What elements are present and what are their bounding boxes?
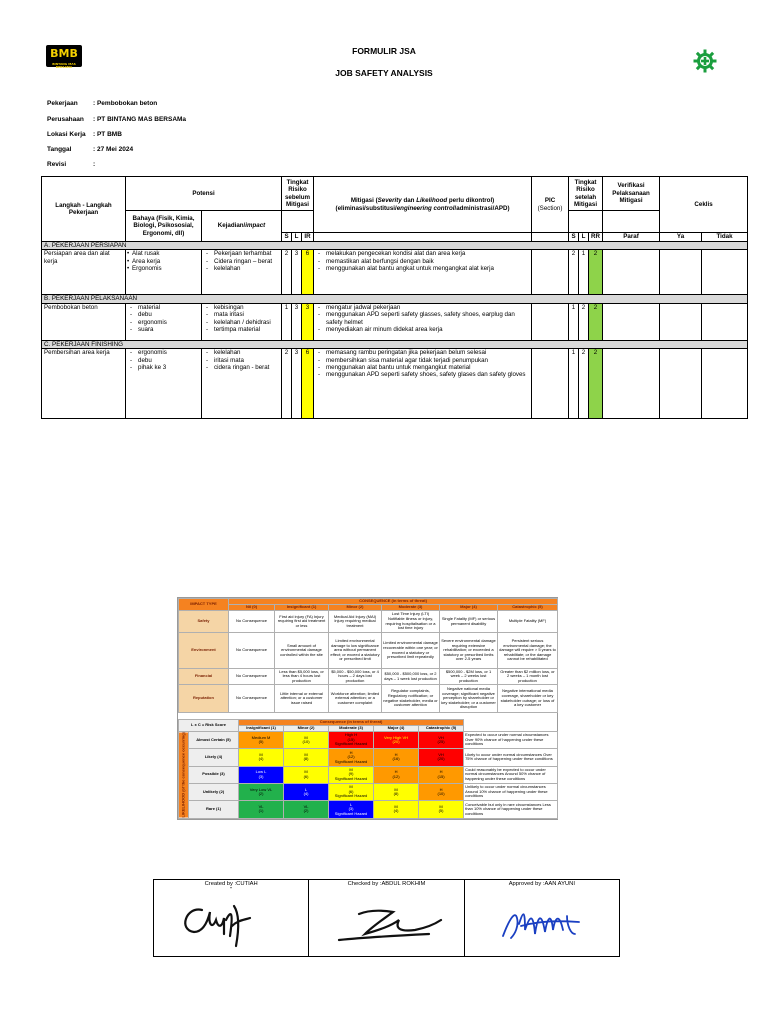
impact-cell: Regulator complaints, Regulatory notification; or negative stakeholder, media or customer attention: [382, 685, 440, 713]
impact-row-label: Financial: [179, 669, 229, 685]
impact-cell: No Consequence: [229, 669, 275, 685]
risk-row-description: Expected to occur under normal circumstances Over 90% chance of happening under these conditions: [464, 732, 558, 749]
risk-cell-text: (5): [258, 739, 264, 745]
risk-matrix-row: [179, 801, 558, 818]
impact-cell: Little internal or external attention; or a customer issue raised: [275, 685, 329, 713]
risk-cell-text: (8): [393, 791, 399, 797]
bahaya-cell: - material - debu - ergonomis - suara: [126, 303, 202, 340]
risk-cell: [239, 749, 284, 766]
header-verifikasi: Verifikasi Pelaksanaan Mitigasi: [603, 177, 660, 211]
header-spacer-1: [282, 211, 314, 233]
table-row: [42, 303, 748, 340]
risk-cell-text: M: [349, 766, 353, 772]
risk-cell: [374, 732, 419, 749]
header-mitigasi: Mitigasi (Severity dan Likelihood perlu dikontrol) (eliminasi/substitusi/engineering control/administrasi/APD): [314, 177, 532, 233]
s-before: 1: [282, 303, 292, 340]
risk-cell: [419, 766, 464, 783]
l-after: 2: [579, 349, 589, 419]
risk-cell-text: M: [304, 751, 308, 757]
rr-value: 2: [589, 349, 603, 419]
risk-cell: [239, 732, 284, 749]
risk-col-head: Catastrophic (5): [419, 726, 464, 732]
impact-cell: Persistent serious environmental damage; the damage will require > 5 years to rehabilitate; or the damage cannot be rehabilitated: [498, 633, 558, 669]
risk-cell: [239, 766, 284, 783]
impact-cell: Limited environmental damage recoverable within one year; or exceed a statutory or prescribed limit repeatedly: [382, 633, 440, 669]
risk-cell: [284, 801, 329, 818]
risk-cell-text: Significant Hazard: [334, 741, 368, 747]
impact-cell: No Consequence: [229, 633, 275, 669]
section-a-title: A. PEKERJAAN PERSIAPAN: [42, 242, 748, 250]
risk-cell-text: Low L: [255, 769, 267, 775]
pic-cell: [532, 349, 569, 419]
risk-matrix-figure: [177, 597, 558, 820]
impact-row-label: Environment: [179, 633, 229, 669]
risk-cell-text: Significant Hazard: [334, 793, 368, 799]
meta-tanggal: Tanggal : 27 Mei 2024: [47, 146, 134, 153]
risk-row-description: Conceivable but only in rare circumstances Less than 10% chance of happening under these conditions: [464, 801, 558, 818]
meta-revisi: Revisi :: [47, 161, 96, 168]
header-tingkat-setelah: Tingkat Risiko setelah Mitigasi: [569, 177, 603, 211]
risk-cell-text: Significant Hazard: [334, 810, 368, 816]
risk-row-description: Could reasonably be expected to occur under normal circumstances Around 50% chance of happening under these conditions: [464, 766, 558, 783]
kejadian-cell: - kelelahan - iritasi mata - cidera ringan - berat: [202, 349, 282, 419]
langkah-cell: Pembersihan area kerja: [42, 349, 126, 419]
risk-cell-text: Significant Hazard: [334, 776, 368, 782]
risk-header-spacer: [464, 720, 558, 732]
risk-cell-text: (4): [303, 791, 309, 797]
kejadian-cell: - Pekerjaan terhambat - Cidera ringan – berat - kelelahan: [202, 250, 282, 295]
impact-cell: Negative international media coverage, shareholder or key stakeholder outrage; or loss of a key customer: [498, 685, 558, 713]
header-ir: IR: [302, 233, 314, 242]
risk-cell-text: (8): [303, 756, 309, 762]
impact-corner: IMPACT TYPE: [179, 599, 229, 611]
impact-cell: No Consequence: [229, 685, 275, 713]
ceklis-tidak-cell[interactable]: [702, 250, 748, 295]
meta-pekerjaan: Pekerjaan : Pembobokan beton: [47, 100, 158, 107]
paraf-cell[interactable]: [603, 349, 660, 419]
risk-top-header: Consequence (in terms of threat): [239, 720, 464, 726]
risk-col-head: Insignificant (1): [239, 726, 284, 732]
risk-cell-text: (9): [348, 771, 354, 777]
header-tingkat-sebelum: Tingkat Risiko sebelum Mitigasi: [282, 177, 314, 211]
impact-cell: $50,000 - $500,000 loss, or 2 days – 1 week lost production: [382, 669, 440, 685]
header-tidak: Tidak: [702, 233, 748, 242]
risk-cell-text: L: [349, 801, 353, 807]
risk-row-label: Possible (3): [189, 766, 239, 783]
impact-cell: Greater than $2 million loss, or 2 weeks – 1 month lost production: [498, 669, 558, 685]
impact-col-head: Moderate (3): [382, 605, 440, 611]
risk-col-head: Moderate (3): [329, 726, 374, 732]
risk-cell-text: M: [304, 734, 308, 740]
jsa-table: [41, 176, 748, 419]
risk-cell: [374, 749, 419, 766]
risk-cell-text: (5): [438, 808, 444, 814]
risk-cell-text: (1): [258, 808, 264, 814]
ceklis-ya-cell[interactable]: [660, 303, 702, 340]
risk-cell: [284, 732, 329, 749]
l-after: 1: [579, 250, 589, 295]
s-after: 1: [569, 349, 579, 419]
risk-matrix-row: [179, 766, 558, 783]
form-subtitle: JOB SAFETY ANALYSIS: [335, 68, 433, 78]
risk-cell: [419, 749, 464, 766]
risk-cell: [329, 732, 374, 749]
ceklis-tidak-cell[interactable]: [702, 303, 748, 340]
risk-cell-text: (6): [348, 788, 354, 794]
l-before: 3: [292, 250, 302, 295]
risk-cell-text: (4): [258, 756, 264, 762]
risk-cell-text: (3): [348, 806, 354, 812]
langkah-cell: Persiapan area dan alat kerja: [42, 250, 126, 295]
paraf-cell[interactable]: [603, 250, 660, 295]
impact-cell: Medical Aid Injury (MAI) Injury requiring medical treatment: [329, 611, 382, 633]
s-before: 2: [282, 250, 292, 295]
risk-cell-text: (4): [393, 808, 399, 814]
impact-cell: Severe environmental damage requiring extensive rehabilitation; or exceeded a statutory or prescribed limits over 2-5 years: [440, 633, 498, 669]
risk-cell-text: Very Low VL: [249, 786, 273, 792]
risk-cell: [329, 783, 374, 800]
risk-side-label: LIKELIHOOD (of the consequence occurring): [179, 732, 189, 819]
signature-checked: [308, 880, 463, 956]
risk-cell-text: (12): [392, 773, 400, 779]
langkah-cell: Pembobokan beton: [42, 303, 126, 340]
risk-cell-text: L: [304, 786, 308, 792]
risk-cell-text: (10): [437, 791, 445, 797]
risk-cell-text: (20): [437, 756, 445, 762]
risk-cell: [329, 766, 374, 783]
risk-cell-text: (25): [437, 739, 445, 745]
ir-value: 6: [302, 250, 314, 295]
impact-cell: Less than $5,000 loss, or less than 4 hours lost production: [275, 669, 329, 685]
impact-col-head: Major (4): [440, 605, 498, 611]
impact-col-head: Insignificant (1): [275, 605, 329, 611]
impact-cell: Single Fatality (MF) or serious permanent disability: [440, 611, 498, 633]
header-spacer-3: [603, 211, 660, 233]
risk-cell-text: M: [304, 769, 308, 775]
risk-cell: [239, 801, 284, 818]
s-after: 1: [569, 303, 579, 340]
header-ceklis: Ceklis: [660, 177, 748, 233]
risk-cell-text: M: [349, 784, 353, 790]
mitigasi-cell: - mengatur jadwal pekerjaan - menggunakan APD seperti safety glasses, safety shoes, earplug dan safety helmet - menyediakan air minum didekat area kerja: [314, 303, 532, 340]
header-potensi: Potensi: [126, 177, 282, 211]
signature-caption-approved: Approved by :AAN AYUNI: [508, 881, 575, 887]
ir-value: 6: [302, 349, 314, 419]
risk-cell-text: High H: [344, 732, 358, 738]
impact-col-head: Nil (0): [229, 605, 275, 611]
pic-cell: [532, 303, 569, 340]
bahaya-cell: • Alat rusak • Area kerja • Ergonomis: [126, 250, 202, 295]
risk-row-label: Almost Certain (5): [189, 732, 239, 749]
header-rr: RR: [589, 233, 603, 242]
header-l2: L: [579, 233, 589, 242]
header-bahaya: Bahaya (Fisik, Kimia, Biologi, Psikososial, Ergonomi, dll): [126, 211, 202, 242]
impact-cell: Small amount of environmental damage controlled within the site: [275, 633, 329, 669]
header-l: L: [292, 233, 302, 242]
signature-image-approved: [475, 890, 610, 950]
risk-cell-text: H: [394, 769, 398, 775]
risk-cell: [329, 749, 374, 766]
logo-text: BMB: [50, 47, 78, 60]
signature-caption-checked: Checked by :ABDUL ROKHIM: [347, 881, 426, 887]
ceklis-ya-cell[interactable]: [660, 349, 702, 419]
risk-cell-text: M: [439, 803, 443, 809]
rr-value: 2: [589, 250, 603, 295]
risk-cell: [284, 749, 329, 766]
header-pic: PIC (Section): [532, 177, 569, 233]
risk-cell: [374, 783, 419, 800]
risk-cell: [419, 732, 464, 749]
header-ya: Ya: [660, 233, 702, 242]
risk-cell: [419, 801, 464, 818]
rr-value: 2: [589, 303, 603, 340]
l-after: 2: [579, 303, 589, 340]
paraf-cell[interactable]: [603, 303, 660, 340]
risk-cell: [239, 783, 284, 800]
risk-matrix-row: [179, 732, 558, 749]
ceklis-tidak-cell[interactable]: [702, 349, 748, 419]
impact-cell: Workforce attention; limited external attention; or a customer complaint: [329, 685, 382, 713]
risk-corner: L x C = Risk Score: [179, 720, 239, 732]
mitigasi-cell: - memasang rambu peringatan jika pekerjaan belum selesai - membersihkan sisa material agar tidak terjadi penumpukan - menggunakan alat bantu untuk mengangkut material - menggunakan APD seperti safety shoes, safety glases dan safety gloves: [314, 349, 532, 419]
impact-cell: Multiple Fatality (MF): [498, 611, 558, 633]
header-s: S: [282, 233, 292, 242]
risk-cell-text: Significant Hazard: [334, 758, 368, 764]
impact-row-label: Safety: [179, 611, 229, 633]
risk-cell-text: (20): [392, 739, 400, 745]
header-spacer-2: [569, 211, 603, 233]
risk-cell-text: VH: [438, 734, 444, 740]
impact-cell: No Consequence: [229, 611, 275, 633]
risk-cell-text: (15): [437, 773, 445, 779]
risk-cell-text: VH: [438, 751, 444, 757]
impact-cell: Negative national media coverage; significant negative perception by shareholder or key stakeholder; or a customer disruption: [440, 685, 498, 713]
risk-cell-text: (15): [347, 736, 355, 742]
section-c-title: C. PEKERJAAN FINISHING: [42, 340, 748, 348]
risk-cell: [419, 783, 464, 800]
risk-cell: [374, 801, 419, 818]
header-paraf: Paraf: [603, 233, 660, 242]
risk-cell-text: M: [259, 751, 263, 757]
impact-col-head: Minor (2): [329, 605, 382, 611]
kejadian-cell: - kebisingan - mata iritasi - kelelahan / dehidrasi - tertimpa material: [202, 303, 282, 340]
impact-cell: $5,000 - $50,000 loss, or 4 hours – 2 days lost production: [329, 669, 382, 685]
bahaya-cell: - ergonomis - debu - pihak ke 3: [126, 349, 202, 419]
risk-cell-text: H: [439, 786, 443, 792]
risk-cell-text: H: [439, 769, 443, 775]
logo-subtext: BINTANG MAS BERSAMA: [52, 62, 76, 69]
signature-created: [154, 880, 308, 956]
risk-cell-text: (6): [303, 773, 309, 779]
risk-cell: [329, 801, 374, 818]
risk-cell: [374, 766, 419, 783]
impact-cell: $500,000 - $2M loss, or 1 week – 2 weeks lost production: [440, 669, 498, 685]
meta-lokasi: Lokasi Kerja : PT BMB: [47, 131, 122, 138]
impact-cell: Lost Time Injury (LTI) Notifiable illness or injury, requiring hospitalisation or a lost time injury: [382, 611, 440, 633]
form-title: FORMULIR JSA: [352, 46, 416, 56]
impact-type-matrix: [178, 598, 558, 713]
risk-cell-text: (16): [392, 756, 400, 762]
header-mitigasi-empty: [314, 233, 532, 242]
risk-cell: [284, 783, 329, 800]
risk-cell-text: (10): [302, 739, 310, 745]
s-before: 2: [282, 349, 292, 419]
l-before: 3: [292, 303, 302, 340]
signature-approved: [464, 880, 619, 956]
risk-row-description: Unlikely to occur under normal circumstances Around 10% chance of happening under these conditions: [464, 783, 558, 800]
header-s2: S: [569, 233, 579, 242]
s-after: 2: [569, 250, 579, 295]
risk-cell-text: (3): [258, 773, 264, 779]
section-b-title: B. PEKERJAAN PELAKSANAAN: [42, 295, 748, 303]
impact-cell: Limited environmental damage to low significance area without permanent effect; or exceed a statutory or prescribed limit: [329, 633, 382, 669]
header-langkah: Langkah - Langkah Pekerjaan: [42, 177, 126, 242]
risk-cell-text: (12): [347, 754, 355, 760]
risk-row-description: Likely to occur under normal circumstances Over 75% chance of happening under these conditions: [464, 749, 558, 766]
impact-cell: First aid injury (FA) Injury requiring first aid treatment or less: [275, 611, 329, 633]
risk-cell-text: (2): [258, 791, 264, 797]
mitigasi-cell: - melakukan pengecekan kondisi alat dan area kerja - memastikan alat berfungsi dengan baik - menggunakan alat bantu angkat untuk mengangkat alat kerja: [314, 250, 532, 295]
risk-cell-text: M: [394, 803, 398, 809]
signature-image-created: [164, 890, 299, 950]
risk-cell-text: H: [349, 749, 353, 755]
impact-top-header: CONSEQUENCE (in terms of threat): [229, 599, 558, 605]
risk-score-matrix: [178, 719, 558, 819]
header-kejadian: Kejadian/impact: [202, 211, 282, 242]
signature-caption-created: Created by :CUTIAH ": [204, 881, 258, 893]
risk-cell-text: Very High VH: [384, 734, 409, 740]
risk-cell-text: VL: [258, 803, 264, 809]
risk-cell: [284, 766, 329, 783]
header-pic-empty: [532, 233, 569, 242]
risk-row-label: Unlikely (2): [189, 783, 239, 800]
ceklis-ya-cell[interactable]: [660, 250, 702, 295]
risk-row-label: Likely (4): [189, 749, 239, 766]
risk-col-head: Major (4): [374, 726, 419, 732]
impact-col-head: Catastrophic (5): [498, 605, 558, 611]
risk-cell-text: M: [394, 786, 398, 792]
risk-row-label: Rare (1): [189, 801, 239, 818]
risk-matrix-row: [179, 749, 558, 766]
risk-col-head: Minor (2): [284, 726, 329, 732]
risk-matrix-row: [179, 783, 558, 800]
risk-cell-text: Medium M: [251, 734, 271, 740]
impact-row-label: Reputation: [179, 685, 229, 713]
risk-cell-text: (2): [303, 808, 309, 814]
risk-cell-text: VL: [303, 803, 309, 809]
meta-perusahaan: Perusahaan : PT BINTANG MAS BERSAMa: [47, 116, 187, 123]
ir-value: 3: [302, 303, 314, 340]
table-row: [42, 349, 748, 419]
signature-block: [153, 879, 620, 957]
pic-cell: [532, 250, 569, 295]
signature-image-checked: [319, 890, 454, 950]
risk-cell-text: H: [394, 751, 398, 757]
table-row: [42, 250, 748, 295]
l-before: 3: [292, 349, 302, 419]
